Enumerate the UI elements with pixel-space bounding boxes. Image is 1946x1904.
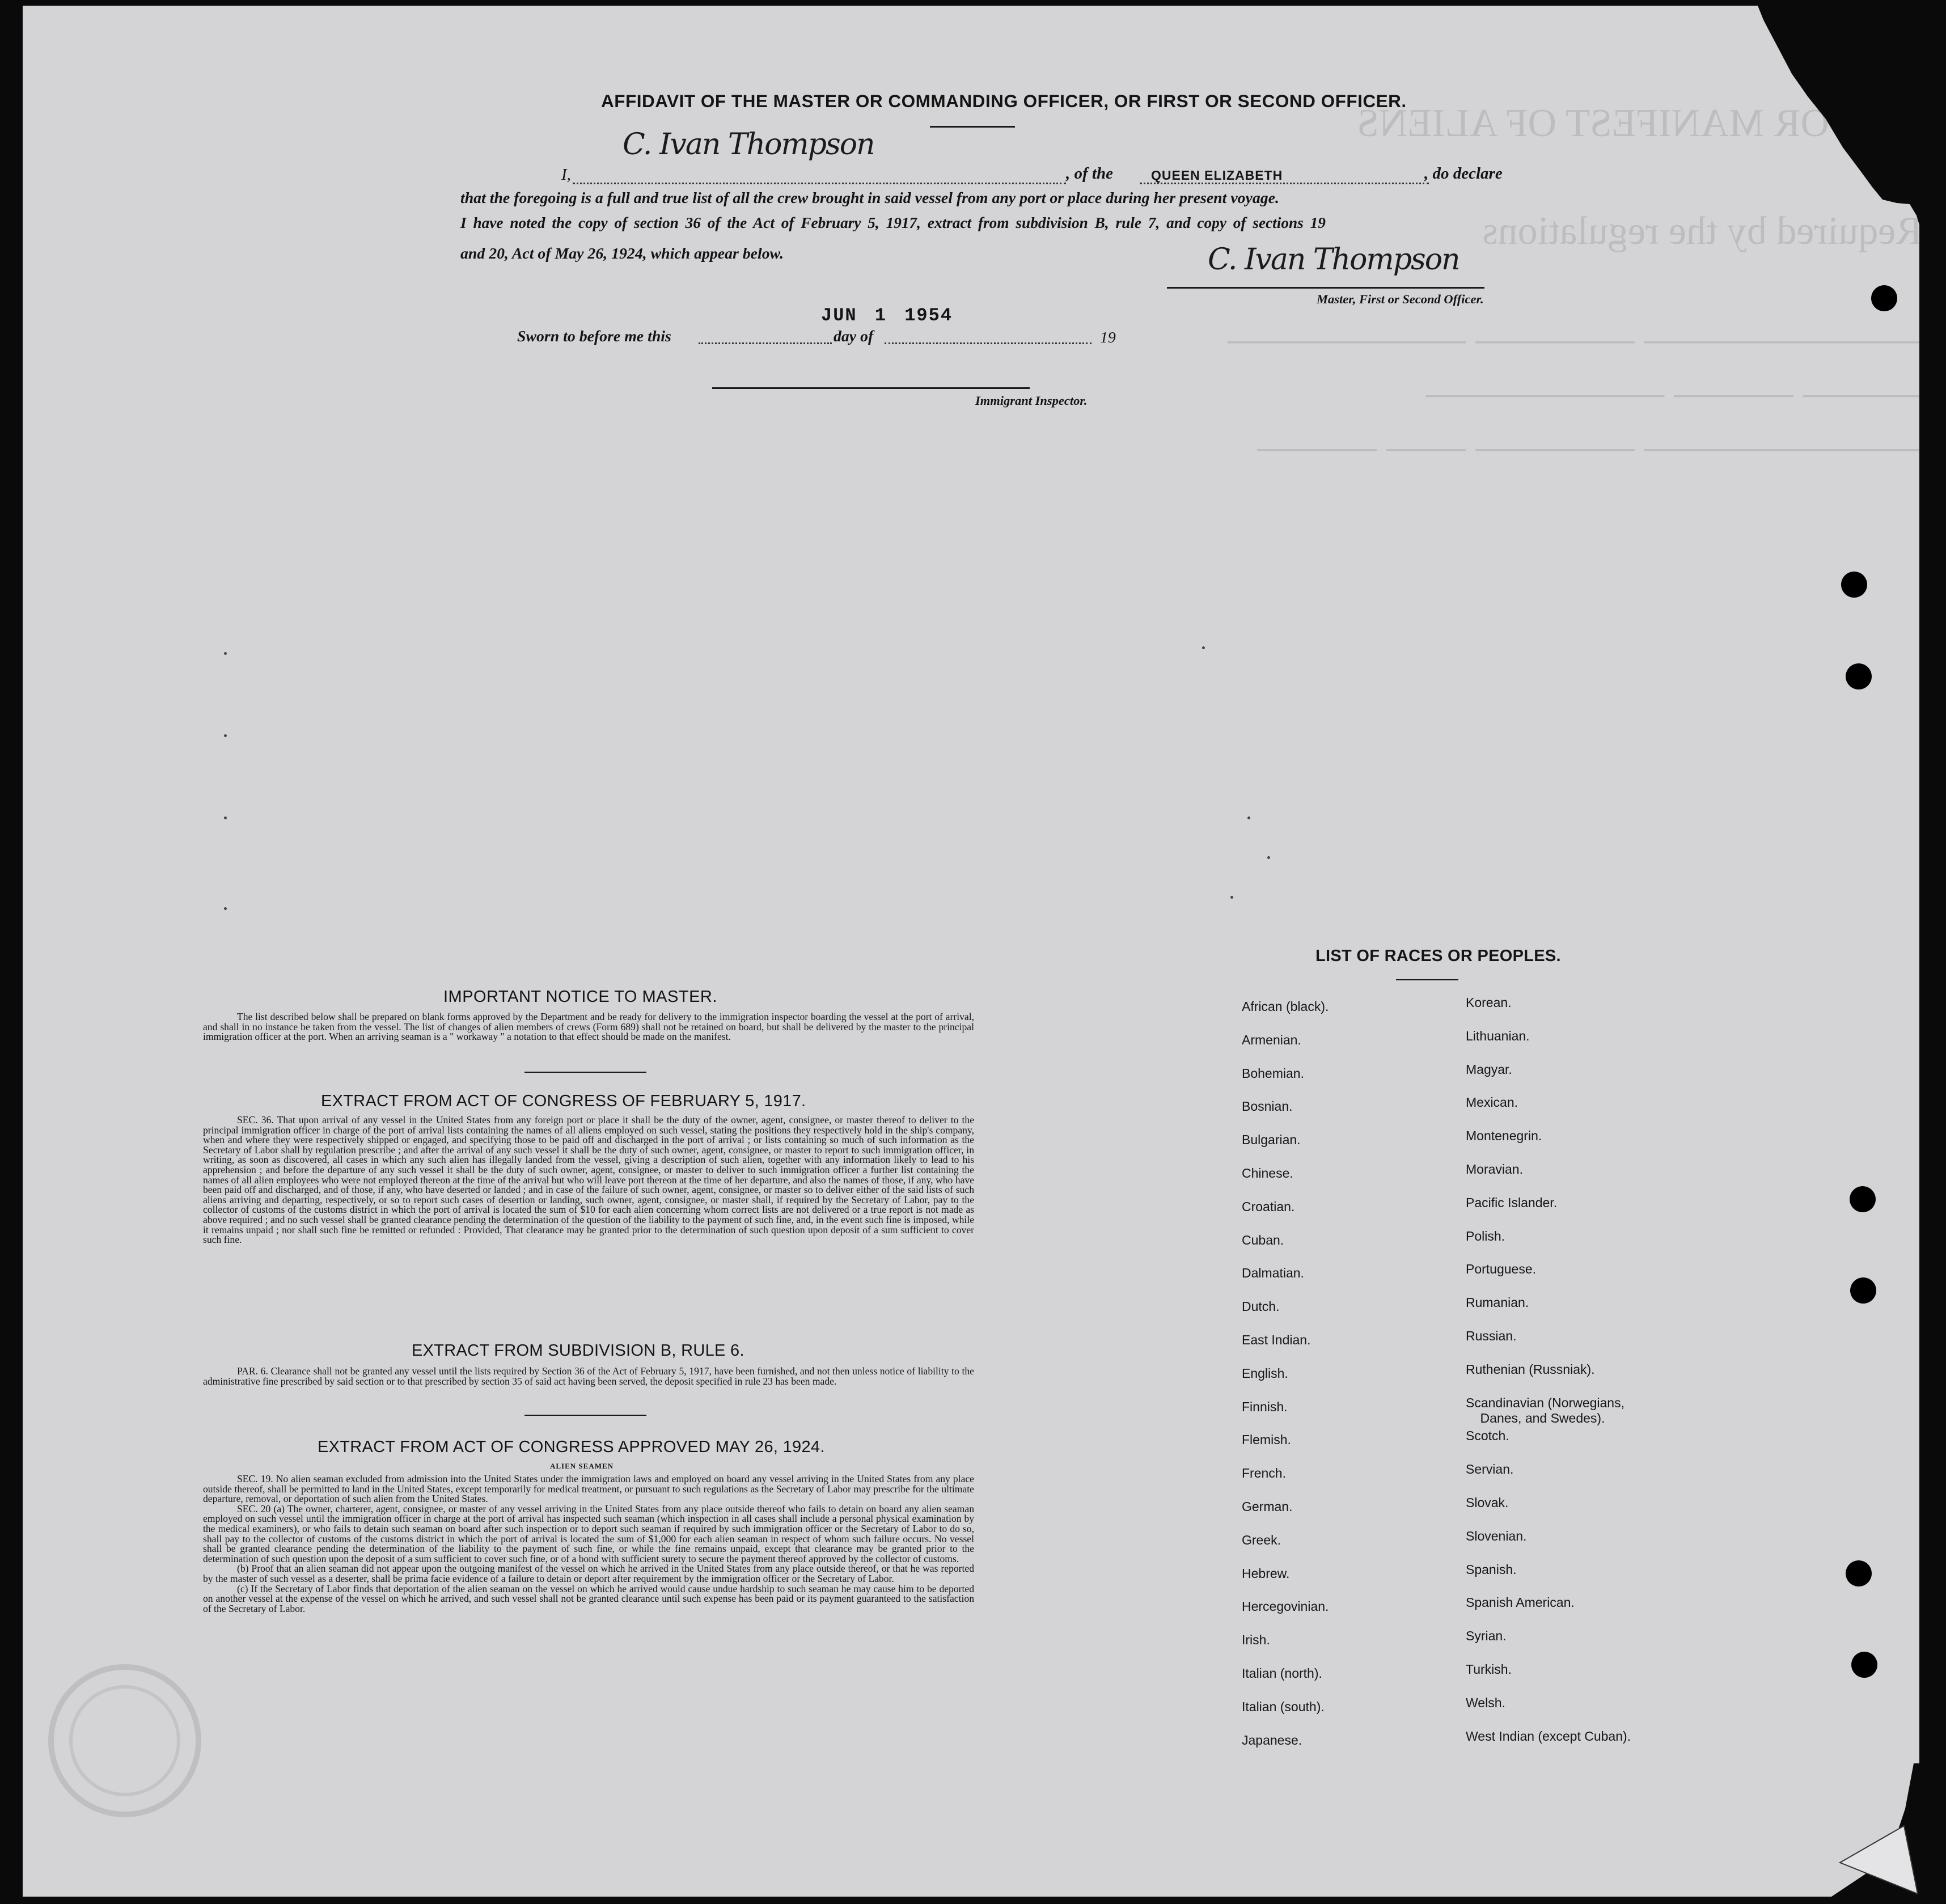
punch-hole bbox=[1846, 663, 1872, 689]
race-item: Polish. bbox=[1466, 1228, 1505, 1243]
race-item: African (black). bbox=[1242, 999, 1329, 1014]
races-divider bbox=[1396, 979, 1458, 980]
affidavit-i-label: I, bbox=[561, 166, 571, 184]
bleed-dot bbox=[1267, 856, 1270, 859]
vessel-blank-line bbox=[1140, 183, 1429, 184]
punch-hole bbox=[1846, 1560, 1872, 1586]
race-item: Bosnian. bbox=[1242, 1099, 1293, 1114]
torn-corner-top-right bbox=[1673, 0, 1946, 295]
race-item: Magyar. bbox=[1466, 1061, 1512, 1077]
race-item: German. bbox=[1242, 1499, 1293, 1514]
notice-body bbox=[203, 1012, 974, 1042]
race-item: Flemish. bbox=[1242, 1432, 1291, 1448]
race-item: Turkish. bbox=[1466, 1661, 1512, 1677]
sec20b-paragraph: (b) Proof that an alien seaman did not appear upon the outgoing manifest of the vessel on which he arrived in the United States from any place outside thereof, or that he was reported by the master of such vessel as a deserter, shall be prima facie evidence of a failure to detain or deport after requirement by the immigration officer or the Secretary of Labor. bbox=[203, 1563, 974, 1584]
name-blank-line bbox=[573, 183, 1066, 184]
race-item: Italian (north). bbox=[1242, 1665, 1322, 1681]
races-title: LIST OF RACES OR PEOPLES. bbox=[1315, 947, 1561, 965]
race-item: Bulgarian. bbox=[1242, 1132, 1301, 1148]
race-item: Irish. bbox=[1242, 1632, 1270, 1648]
sec20a-paragraph: SEC. 20 (a) The owner, charterer, agent, consignee, or master of any vessel arriving in the United States from any place outside thereof who fails to detain on board any alien seaman employed on such vessel until the immigration officer in charge at the port of arrival has inspected such seaman (which inspection in all cases shall include a personal physical examination by the medical examiners), or who fails to detain such seaman on board after such inspection or to deport such seaman if required by such immigration officer or the Secretary of Labor to do so, shall pay to the collector of customs of the customs district in which the port of arrival is located the sum of $1,000 for each alien seaman in respect of whom such failure occurs. No vessel shall be granted clearance pending the determination of the liability to the payment of such fine, or while the fine remains unpaid, except that clearance may be granted prior to the determination of such question upon the deposit of a sum sufficient to cover such fine, or of a bond with sufficient surety to secure the payment thereof approved by the collector of customs. bbox=[203, 1503, 974, 1564]
sworn-day-blank bbox=[699, 342, 832, 344]
extract-1917-paragraph: SEC. 36. That upon arrival of any vessel in the United States from any foreign port or place it shall be the duty of the owner, agent, consignee, or master thereof to deliver to the principal immigration officer in charge of the port of arrival lists containing the names of all aliens employed on such vessel, stating the positions they respectively hold in the ship's company, when and where they were respectively shipped or engaged, and specifying those to be paid off and discharged in the port of arrival ; or lists containing so much of such information as the Secretary of Labor shall by regulation prescribe ; and after the arrival of any such vessel it shall be the duty of such owner, agent, consignee, or master to report to such immigration officer, in writing, as soon as discovered, all cases in which any such alien has illegally landed from the vessel, giving a description of such alien, together with any information likely to lead to his apprehension ; and before the departure of any such vessel it shall be the duty of such owner, agent, consignee, or master to deliver to such immigration officer a further list containing the names of all alien employees who were not employed thereon at the time of the arrival but who will leave port thereon at the time of her departure, and also the names of those, if any, who have been paid off and discharged, and of those, if any, who have deserted or landed ; and in case of the failure of such owner, agent, consignee, or master so to deliver either of the said lists of such aliens arriving and departing, respectively, or so to report such cases of desertion or landing, such owner, agent, consignee, or master shall, if required by the Secretary of Labor, pay to the collector of customs of the customs district in which the port of arrival is located the sum of $10 for each alien concerning whom correct lists are not delivered or a true report is not made as above required ; and no such vessel shall be granted clearance pending the determination of the question of the liability to the payment of such fine, and, in the event such fine is imposed, while it remains unpaid ; nor shall such fine be remitted or refunded : Provided, That clearance may be granted prior to the determination of such question upon deposit of a sum sufficient to cover such fine. bbox=[203, 1114, 974, 1246]
race-item: Korean. bbox=[1466, 995, 1512, 1010]
affidavit-of-the-label: , of the bbox=[1066, 164, 1113, 183]
punch-hole bbox=[1850, 1186, 1876, 1212]
sworn-year: 19 bbox=[1100, 329, 1116, 346]
race-item: Scandinavian (Norwegians, Danes, and Swedes). bbox=[1466, 1395, 1625, 1425]
date-stamp: JUN 1 1954 bbox=[821, 305, 953, 326]
race-item: Montenegrin. bbox=[1466, 1128, 1542, 1144]
master-signature-2: C. Ivan Thompson bbox=[1208, 243, 1460, 277]
title-underline bbox=[930, 126, 1015, 128]
races-right-column bbox=[1466, 995, 1631, 1762]
race-item: Hebrew. bbox=[1242, 1565, 1290, 1581]
race-item: Russian. bbox=[1466, 1328, 1517, 1343]
race-item: Japanese. bbox=[1242, 1732, 1302, 1748]
extract-1917-body bbox=[203, 1115, 974, 1245]
race-item: Pacific Islander. bbox=[1466, 1195, 1558, 1210]
race-item: Servian. bbox=[1466, 1462, 1514, 1477]
bleed-dot bbox=[224, 734, 227, 737]
race-item: East Indian. bbox=[1242, 1332, 1311, 1347]
master-caption: Master, First or Second Officer. bbox=[1317, 292, 1484, 306]
bleed-dot bbox=[1202, 646, 1205, 649]
race-item: Welsh. bbox=[1466, 1695, 1505, 1710]
race-item: West Indian (except Cuban). bbox=[1466, 1728, 1631, 1744]
affidavit-line-4: and 20, Act of May 26, 1924, which appear below. bbox=[460, 245, 784, 263]
race-item: Spanish. bbox=[1466, 1562, 1517, 1577]
bleed-dot bbox=[224, 652, 227, 655]
inspector-caption: Immigrant Inspector. bbox=[975, 394, 1088, 408]
sworn-day-of: day of bbox=[834, 328, 874, 345]
race-item: Scotch. bbox=[1466, 1428, 1509, 1444]
inspector-signature-line bbox=[712, 387, 1030, 389]
notice-paragraph: The list described below shall be prepared on blank forms approved by the Department and be ready for delivery to the immigration inspector boarding the vessel at the port of arrival, and shall in no instance be taken from the vessel. The list of changes of alien members of crews (Form 689) shall not be retained on board, but shall be delivered by the master to the principal immigration officer at the port. When an arriving seaman is a " workaway " a notation to that effect should be made on the manifest. bbox=[203, 1011, 974, 1043]
race-item: Rumanian. bbox=[1466, 1295, 1529, 1310]
sworn-prefix: Sworn to before me this bbox=[517, 328, 671, 345]
race-item: Cuban. bbox=[1242, 1232, 1284, 1247]
bleed-dot bbox=[1230, 896, 1233, 899]
race-item: Italian (south). bbox=[1242, 1699, 1325, 1714]
extract-1924-title: EXTRACT FROM ACT OF CONGRESS APPROVED MAY 26, 1924. bbox=[318, 1438, 825, 1456]
extract-rule6-body bbox=[203, 1366, 974, 1386]
race-item: Croatian. bbox=[1242, 1199, 1295, 1214]
embossed-seal bbox=[34, 1656, 215, 1826]
extract-rule6-paragraph: PAR. 6. Clearance shall not be granted any vessel until the lists required by Section 36 of the Act of February 5, 1917, have been furnished, and not then unless notice of liability to the administrative fine prescribed by said section or to that prescribed by section 35 of said act having been served, the deposit specified in rule 23 has been made. bbox=[203, 1365, 974, 1387]
race-item: Moravian. bbox=[1466, 1161, 1523, 1177]
bleed-dot bbox=[224, 907, 227, 910]
extract-1924-subtitle: ALIEN SEAMEN bbox=[550, 1462, 614, 1470]
race-item: English. bbox=[1242, 1365, 1288, 1381]
punch-hole bbox=[1841, 572, 1867, 598]
master-signature: C. Ivan Thompson bbox=[623, 128, 874, 162]
sec20c-paragraph: (c) If the Secretary of Labor finds that deportation of the alien seaman on the vessel on which he arrived would cause undue hardship to such seaman he may cause him to be deported on another vessel at the expense of the vessel on which he arrived, and such vessel shall not be granted clearance until such expense has been paid or its payment guaranteed to the satisfaction of the Secretary of Labor. bbox=[203, 1583, 974, 1614]
race-item: Chinese. bbox=[1242, 1165, 1293, 1181]
race-item: Dutch. bbox=[1242, 1299, 1280, 1314]
race-item: Mexican. bbox=[1466, 1095, 1518, 1110]
master-signature-line bbox=[1167, 287, 1484, 289]
punch-hole bbox=[1851, 1652, 1877, 1678]
notice-title: IMPORTANT NOTICE TO MASTER. bbox=[443, 988, 717, 1006]
race-item: Ruthenian (Russniak). bbox=[1466, 1361, 1595, 1377]
affidavit-declare-label: , do declare bbox=[1424, 164, 1503, 183]
rule6-divider bbox=[524, 1415, 646, 1416]
race-item: Greek. bbox=[1242, 1532, 1281, 1547]
extract-rule6-title: EXTRACT FROM SUBDIVISION B, RULE 6. bbox=[412, 1342, 744, 1360]
race-item: Slovak. bbox=[1466, 1495, 1509, 1510]
affidavit-title: AFFIDAVIT OF THE MASTER OR COMMANDING OFFICER, OR FIRST OR SECOND OFFICER. bbox=[601, 91, 1407, 111]
notice-divider bbox=[524, 1072, 646, 1073]
bleed-dot bbox=[1247, 816, 1250, 819]
affidavit-line-3: I have noted the copy of section 36 of the Act of February 5, 1917, extract from subdivision B, rule 7, and copy of sections 19 bbox=[460, 214, 1326, 231]
race-item: Armenian. bbox=[1242, 1032, 1301, 1047]
race-item: Dalmatian. bbox=[1242, 1266, 1304, 1281]
affidavit-line-2: that the foregoing is a full and true list of all the crew brought in said vessel from any port or place during her present voyage. bbox=[460, 189, 1279, 207]
sworn-month-blank bbox=[885, 342, 1092, 344]
vessel-name: QUEEN ELIZABETH bbox=[1151, 168, 1283, 183]
race-item: Lithuanian. bbox=[1466, 1028, 1530, 1043]
bleed-dot bbox=[224, 816, 227, 819]
race-item: Finnish. bbox=[1242, 1399, 1288, 1414]
extract-1917-title: EXTRACT FROM ACT OF CONGRESS OF FEBRUARY 5, 1917. bbox=[321, 1092, 806, 1110]
races-left-column bbox=[1242, 999, 1329, 1766]
race-item: French. bbox=[1242, 1466, 1286, 1481]
race-item: Slovenian. bbox=[1466, 1528, 1527, 1543]
race-item: Hercegovinian. bbox=[1242, 1599, 1329, 1614]
punch-hole bbox=[1850, 1277, 1876, 1304]
curled-corner-bottom-right bbox=[1831, 1763, 1946, 1904]
race-item: Spanish American. bbox=[1466, 1595, 1575, 1610]
race-item: Syrian. bbox=[1466, 1628, 1507, 1644]
race-item: Bohemian. bbox=[1242, 1065, 1304, 1081]
race-item: Portuguese. bbox=[1466, 1262, 1537, 1277]
extract-1924-body bbox=[203, 1474, 974, 1614]
sec19-paragraph: SEC. 19. No alien seaman excluded from admission into the United States under the immigration laws and employed on board any vessel arriving in the United States from any place outside thereof, shall be permitted to land in the United States, except temporarily for medical treatment, or pursuant to such regulations as the Secretary of Labor may prescribe for the ultimate departure, removal, or deportation of such alien from the United States. bbox=[203, 1473, 974, 1505]
